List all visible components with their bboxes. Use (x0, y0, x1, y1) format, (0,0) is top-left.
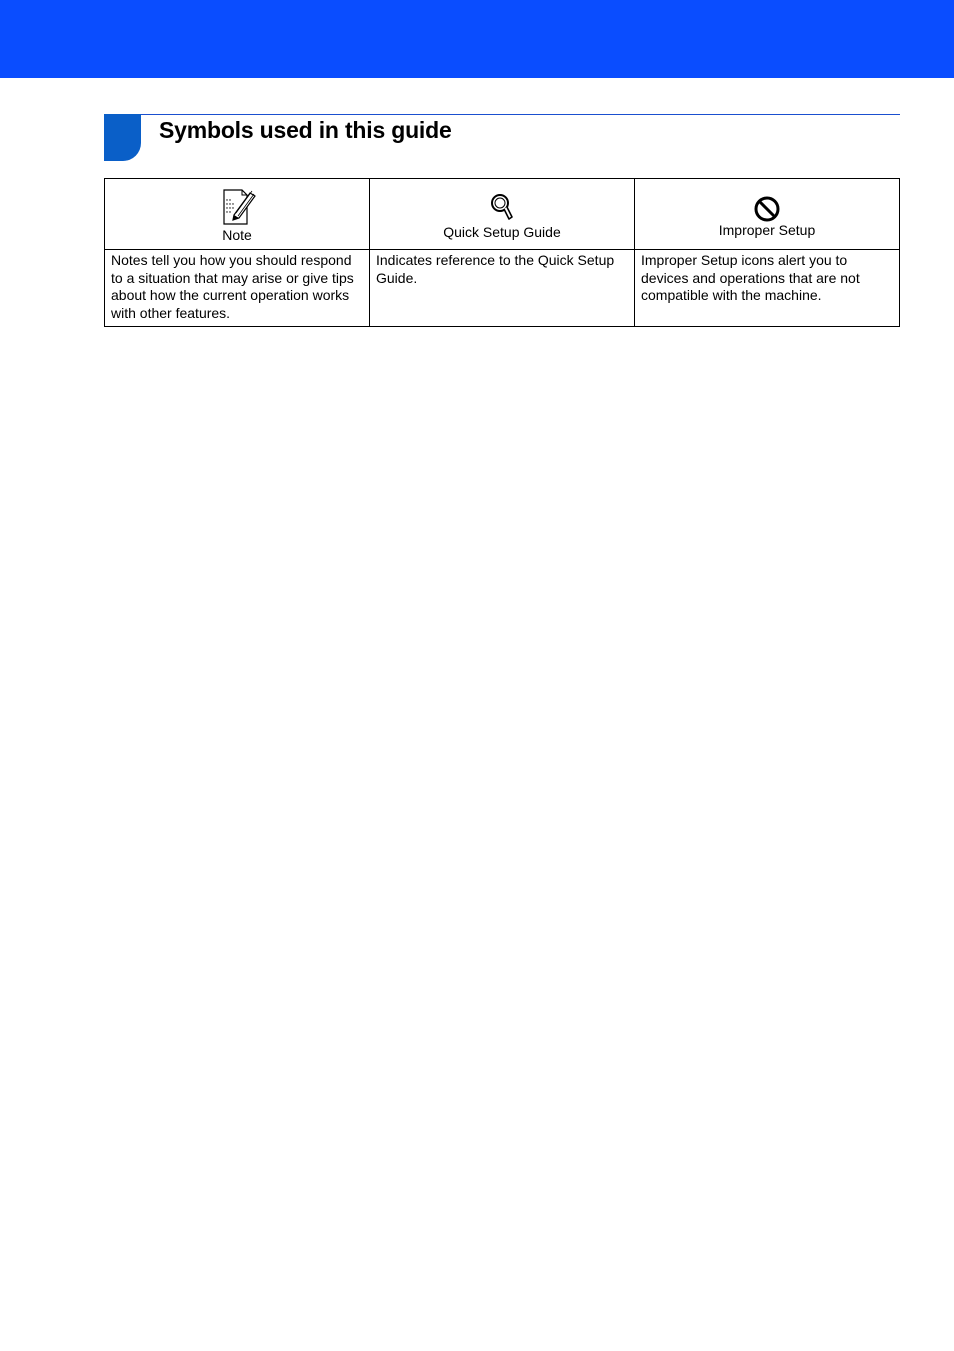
quick-setup-icon-cell (370, 179, 635, 250)
symbols-icon-row (105, 179, 900, 250)
heading-rule (104, 114, 900, 115)
improper-setup-description: Improper Setup icons alert you to devices and operations that are not compatible with the machine. (635, 250, 900, 327)
note-icon-cell (105, 179, 370, 250)
note-pad-pencil-icon (105, 188, 369, 231)
quick-setup-description: Indicates reference to the Quick Setup Guide. (370, 250, 635, 327)
magnifier-icon (370, 193, 634, 226)
heading-tab-marker (104, 114, 141, 161)
improper-setup-label: Improper Setup (718, 222, 816, 238)
note-description: Notes tell you how you should respond to a situation that may arise or give tips about how the current operation works with other features. (105, 250, 370, 327)
section-title: Symbols used in this guide (159, 117, 452, 143)
quick-setup-label: Quick Setup Guide (443, 224, 561, 240)
symbols-table (104, 178, 900, 327)
top-banner (0, 0, 954, 78)
symbols-description-row (105, 250, 900, 327)
improper-setup-icon-cell (635, 179, 900, 250)
note-label: Note (222, 227, 252, 243)
